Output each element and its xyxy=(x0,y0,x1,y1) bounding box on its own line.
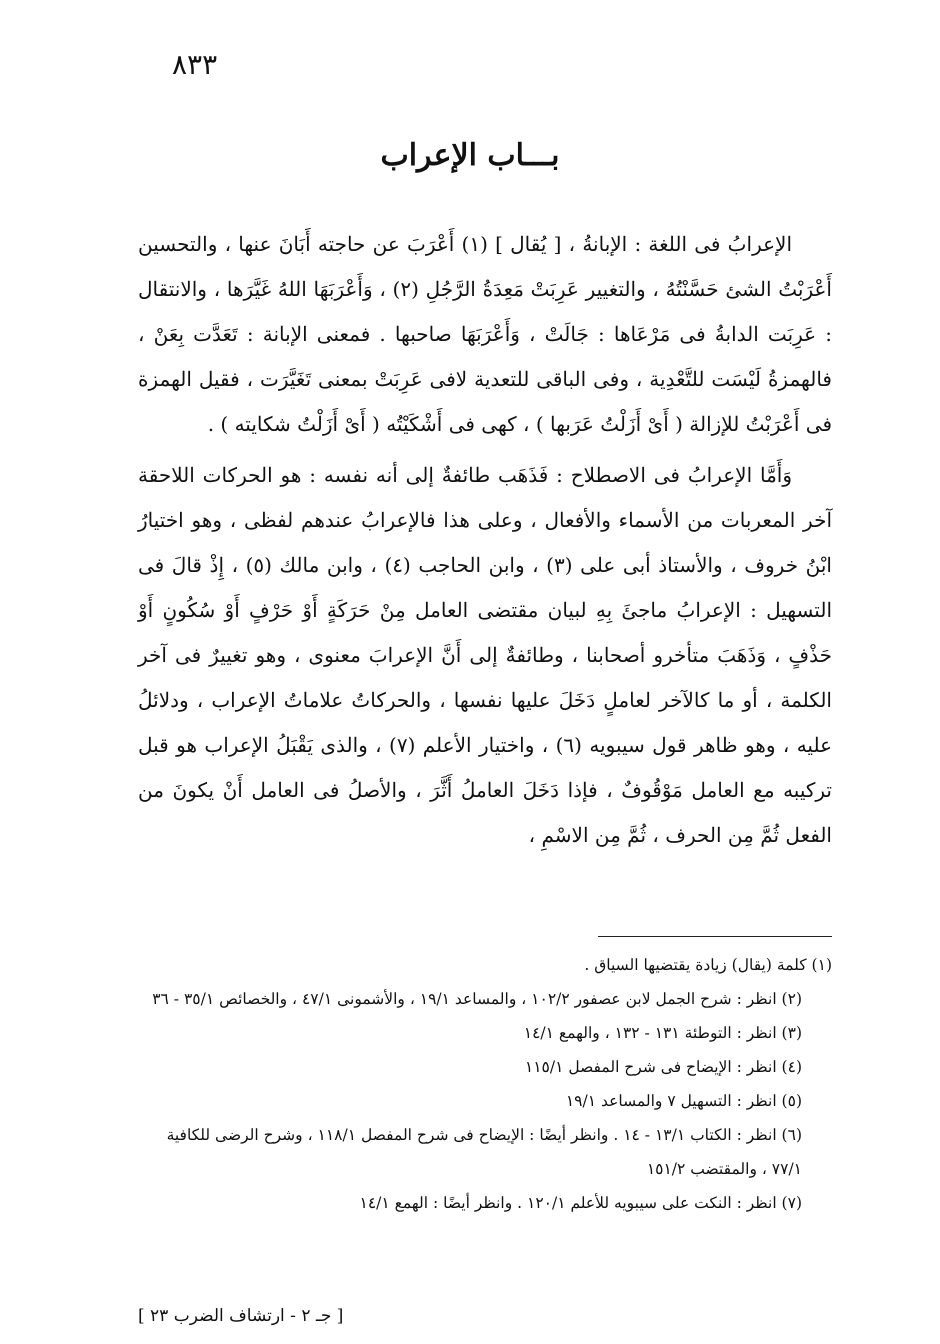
footnote-5: (٥) انظر : التسهيل ٧ والمساعد ١٩/١ xyxy=(565,1092,802,1110)
footnote-4: (٤) انظر : الإيضاح فى شرح المفصل ١١٥/١ xyxy=(524,1058,802,1076)
chapter-title: بـــاب الإعراب xyxy=(380,138,560,173)
footnote-1: (١) كلمة (يقال) زيادة يقتضيها السياق . xyxy=(584,956,832,974)
footnote-2: (٢) انظر : شرح الجمل لابن عصفور ١٠٢/٢ ، والمساعد ١٩/١ ، والأشمونى ٤٧/١ ، والخصائص ٣٥/١ - ٣٦ xyxy=(152,990,802,1008)
page-number: ٨٣٣ xyxy=(172,48,218,81)
main-text xyxy=(138,222,832,858)
footnote-7: (٧) انظر : النكت على سيبويه للأعلم ١٢٠/١ . وانظر أيضًا : الهمع ١٤/١ xyxy=(359,1194,802,1212)
paragraph-linguistic-definition: الإعرابُ فى اللغة : الإبانةُ ، [ يُقال ] (١) أَعْرَبَ عن حاجته أَبَانَ عنها ، والتحسين أَعْرَبْتُ الشئ حَسَّنْتُهُ ، والتغيير عَرِبَتْ مَعِدَةُ الرَّجُلِ (٢) ، وَأَعْرَبَهَا اللهُ غَيَّرَها ، والانتقال : عَرِبَت الدابةُ فى مَرْعَاها : جَالَتْ ، وَأَعْرَبَهَا صاحبها . فمعنى الإبانة : تَعَدَّت بِعَنْ ، فالهمزةُ لَيْسَت للتَّعْدِية ، وفى الباقى للتعدية لافى عَرِبَتْ بمعنى تَغَيَّرَت ، فقيل الهمزة فى أَعْرَبْتُ للإزالة ( أَىْ أَزَلْتُ عَرَبها ) ، كهى فى أَشْكَيْتُه ( أَىْ أَزَلْتُ شكايته ) . xyxy=(138,232,832,436)
footnote-3: (٣) انظر : التوطئة ١٣١ - ١٣٢ ، والهمع ١٤/١ xyxy=(523,1024,802,1042)
paragraph-technical-definition: وَأَمَّا الإعرابُ فى الاصطلاح : فَذَهَب طائفةٌ إلى أنه نفسه : هو الحركات اللاحقة آخر المعربات من الأسماء والأفعال ، وعلى هذا فالإعرابُ عندهم لفظى ، وهو اختيارُ ابْنُ خروف ، والأستاذ أبى على (٣) ، وابن الحاجب (٤) ، وابن مالك (٥) ، إِذْ قالَ فى التسهيل : الإعرابُ ماجئَ بِهِ لبيان مقتضى العامل مِنْ حَرَكَةٍ أَوْ حَرْفٍ أَوْ سُكُونٍ أَوْ حَذْفٍ ، وَذَهَبَ متأخرو أصحابنا ، وطائفةٌ إلى أَنَّ الإعرابَ معنوى ، وهو تغييرٌ فى آخر الكلمة ، أو ما كالآخر لعاملٍ دَخَلَ عليها نفسها ، والحركاتُ علاماتُ الإعراب ، ودلائلُ عليه ، وهو ظاهر قول سيبويه (٦) ، واختيار الأعلم (٧) ، والذى يَقْبَلُ الإعراب هو قبل تركيبه مع العامل مَوْقُوفٌ ، فإذا دَخَلَ العاملُ أَثَّرَ ، والأصلُ فى العامل أَنْ يكونَ من الفعل ثُمَّ مِن الحرف ، ثُمَّ مِن الاسْمِ ، xyxy=(138,463,833,847)
footnotes xyxy=(138,948,832,1220)
volume-reference: [ جـ ٢ - ارتشاف الضرب ٢٣ ] xyxy=(138,1306,344,1326)
footnote-separator xyxy=(598,936,832,937)
footnote-6: (٦) انظر : الكتاب ١٣/١ - ١٤ . وانظر أيضًا : الإيضاح فى شرح المفصل ١١٨/١ ، وشرح الرضى للكافية ٧٧/١ ، والمقتضب ١٥١/٢ xyxy=(166,1126,802,1178)
